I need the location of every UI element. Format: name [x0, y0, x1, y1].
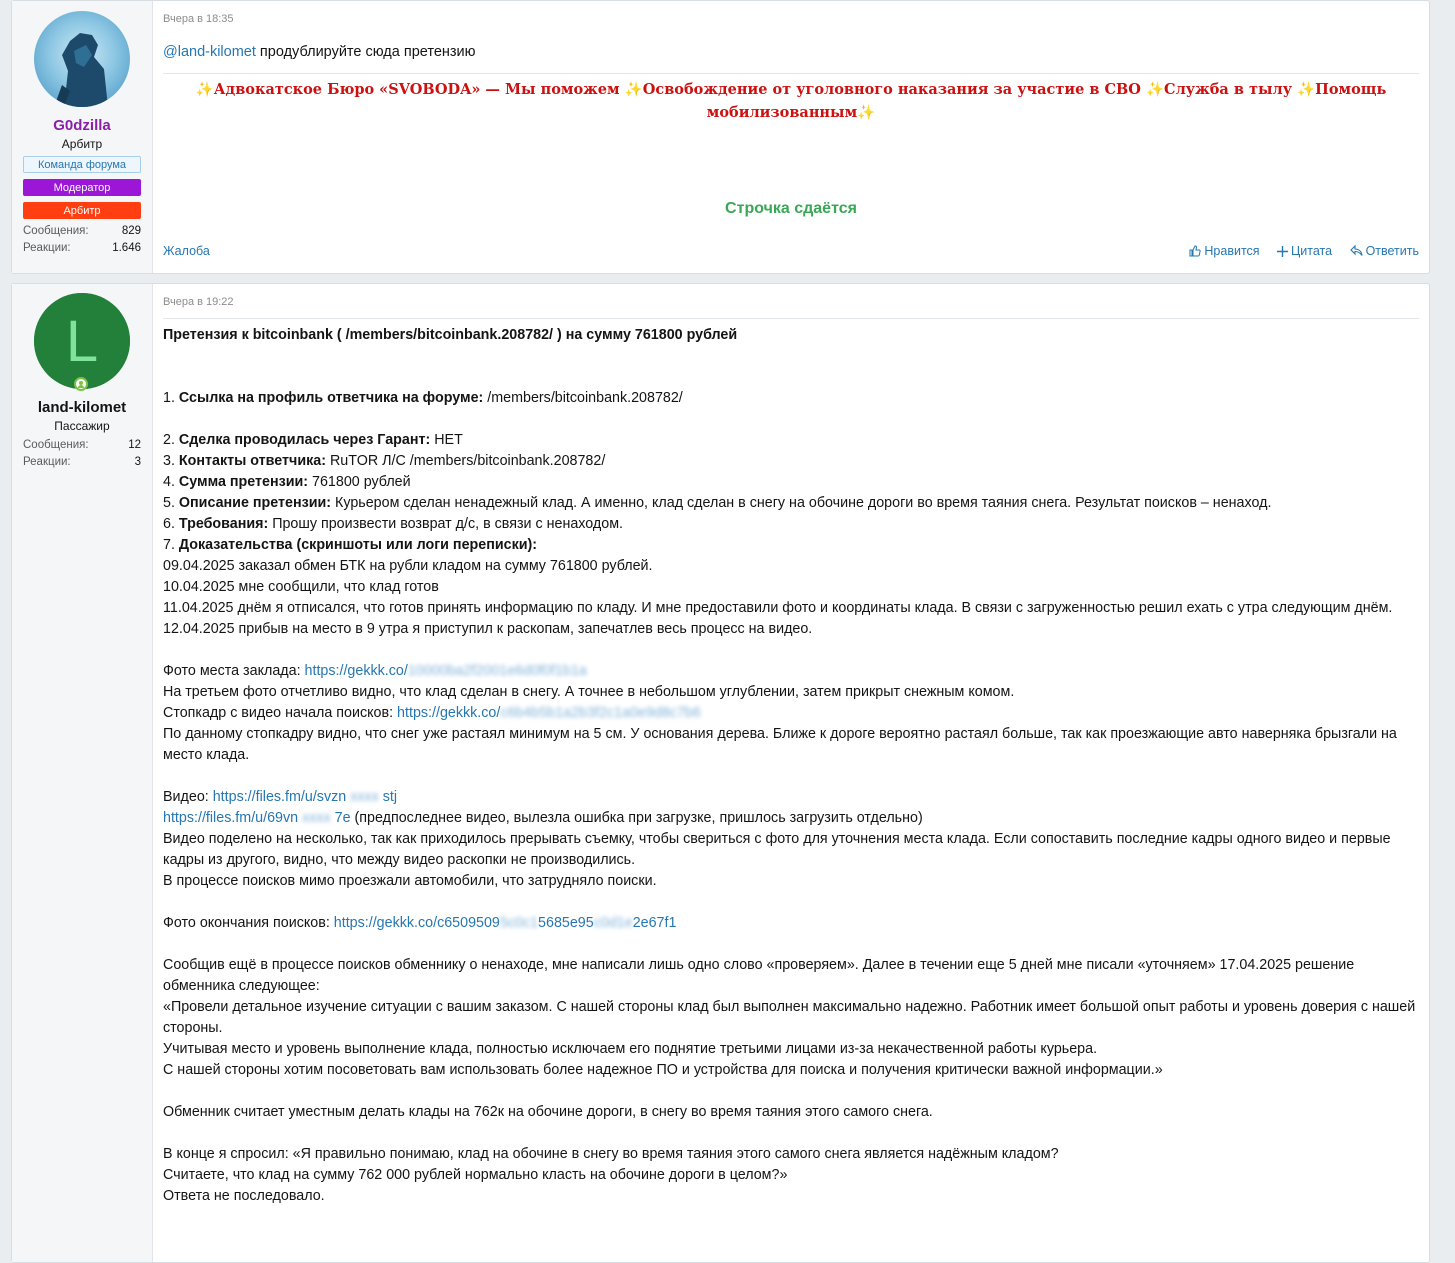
avatar[interactable]	[34, 293, 130, 389]
item-num: 7.	[163, 537, 179, 553]
link-visible: https://files.fm/u/69vn	[163, 810, 299, 826]
reply-button[interactable]	[1350, 244, 1419, 258]
banner-forum-team: Команда форума	[23, 156, 141, 173]
stat-label: Реакции:	[23, 242, 71, 254]
item-value: /members/bitcoinbank.208782/	[483, 390, 683, 406]
user-sidebar	[12, 1, 153, 273]
stopframe-link[interactable]	[397, 705, 701, 721]
link-blurred: 10000ba2f2001e6d0f0f1b1a	[407, 663, 587, 679]
timeline-line: 12.04.2025 прибыв на место в 9 утра я приступил к раскопам, запечатлев весь процесс на видео.	[163, 621, 813, 637]
photo-place-link[interactable]	[305, 663, 587, 679]
reply-label: Ответить	[1365, 244, 1419, 258]
stopframe-label: Стопкадр с видео начала поисков:	[163, 705, 398, 721]
timeline-line: 10.04.2025 мне сообщили, что клад готов	[163, 579, 439, 595]
link-visible: https://gekkk.co/	[397, 705, 501, 721]
photo-place-note: На третьем фото отчетливо видно, что клад сделан в снегу. А точнее в небольшом углублении, затем прикрыт снежным комом.	[163, 684, 1015, 700]
final-note: Ответа не последовало.	[163, 1188, 325, 1204]
user-mention[interactable]: @land-kilomet	[163, 44, 256, 60]
stat-reactions	[23, 242, 141, 254]
stat-value: 1.646	[112, 242, 141, 254]
exchanger-quote-3: С нашей стороны хотим посоветовать вам использовать более надежное ПО и устройства для поиска и получения критически важной информации.»	[163, 1062, 1163, 1078]
video-link-1[interactable]	[213, 789, 397, 805]
message-text: продублируйте сюда претензию	[255, 44, 476, 60]
reply-icon	[1350, 245, 1363, 257]
link-visible: https://gekkk.co/c6509509	[333, 915, 500, 931]
post-date[interactable]: Вчера в 18:35	[163, 13, 234, 25]
link-visible-end: 7e	[334, 810, 351, 826]
claim-item	[163, 388, 1419, 409]
username[interactable]: G0dzilla	[53, 117, 111, 134]
item-num: 2.	[163, 432, 179, 448]
user-sidebar	[12, 284, 153, 1262]
plus-icon	[1277, 246, 1288, 257]
stat-value: 829	[121, 225, 141, 237]
exchanger-quote-1: «Провели детальное изучение ситуации с вашим заказом. С нашей стороны клад был выполнен максимально надежно. Работник имеет большой опыт работы и уровень доверия с нашей стороны.	[163, 999, 1416, 1036]
video-label: Видео:	[163, 789, 213, 805]
link-blurred: c0d1e	[593, 915, 633, 931]
claim-title-text: Претензия к bitcoinbank ( /members/bitcoinbank.208782/ ) на сумму 761800 рублей	[163, 327, 738, 343]
claim-item	[163, 514, 1419, 535]
item-num: 6.	[163, 516, 179, 532]
stat-label: Сообщения:	[23, 439, 89, 451]
avatar-letter: L	[65, 309, 99, 374]
post-body	[163, 325, 1419, 1207]
item-num: 4.	[163, 474, 179, 490]
report-link[interactable]: Жалоба	[163, 244, 210, 258]
post-land-kilomet	[11, 283, 1430, 1263]
timeline-line: 11.04.2025 днём я отписался, что готов принять информацию по кладу. И мне предоставили фото и координаты клада. В связи с загруженностью решил ехать с утра следующим днём.	[163, 600, 1393, 616]
opinion-text: Обменник считает уместным делать клады на 762к на обочине дороги, в снегу во время таяния этого самого снега.	[163, 1104, 933, 1120]
sig-part: Адвокатское Бюро «SVOBODA» — Мы поможем	[213, 81, 620, 98]
post-footer	[163, 244, 1419, 258]
link-visible-end: 2e67f1	[632, 915, 677, 931]
sparkle-icon: ✨	[195, 81, 214, 98]
post-date[interactable]: Вчера в 19:22	[163, 296, 234, 308]
link-blurred: xxxx	[302, 810, 331, 826]
stat-reactions	[23, 456, 141, 468]
item-num: 5.	[163, 495, 179, 511]
stopframe-line	[163, 703, 1419, 724]
like-button[interactable]	[1189, 244, 1259, 258]
post-actions	[1175, 244, 1419, 258]
video-line-2	[163, 808, 1419, 829]
item-label: Ссылка на профиль ответчика на форуме:	[178, 390, 484, 406]
photo-place-label: Фото места заклада:	[163, 663, 305, 679]
claim-item	[163, 430, 1419, 451]
item-label: Сделка проводилась через Гарант:	[178, 432, 431, 448]
sparkle-icon: ✨	[1297, 81, 1316, 98]
item-value: Прошу произвести возврат д/с, в связи с ненаходом.	[268, 516, 624, 532]
banner-moderator: Модератор	[23, 179, 141, 196]
post-message	[163, 35, 1419, 74]
like-label: Нравится	[1204, 244, 1260, 258]
item-value: RuTOR Л/С /members/bitcoinbank.208782/	[326, 453, 606, 469]
final-question-2: Считаете, что клад на сумму 762 000 рублей нормально класть на обочине дороги в целом?»	[163, 1167, 788, 1183]
video-note-1: Видео поделено на несколько, так как приходилось прерывать съемку, чтобы свериться с фото для уточнения места клада. Если сопоставить последние кадры одного видео и первые кадры из другого, видно, что между видео раскопки не производились.	[163, 831, 1391, 868]
video-line	[163, 787, 1419, 808]
item-num: 1.	[163, 390, 179, 406]
stopframe-note: По данному стопкадру видно, что снег уже растаял минимум на 5 см. У основания дерева. Ближе к дороге вероятно растаял больше, так как проезжающие авто наверняка брызгали на место клада.	[163, 726, 1397, 763]
stat-messages	[23, 439, 141, 451]
sig-part: Освобождение от уголовного наказания за участие в СВО	[642, 81, 1141, 98]
sig-part: мобилизованным	[706, 104, 858, 121]
video-note-2: В процессе поисков мимо проезжали автомобили, что затрудняло поиски.	[163, 873, 657, 889]
claim-item	[163, 493, 1419, 514]
item-label: Сумма претензии:	[178, 474, 309, 490]
sparkle-icon: ✨	[1145, 81, 1165, 98]
link-blurred: 5c0c1	[499, 915, 539, 931]
item-label: Доказательства (скриншоты или логи переписки):	[178, 537, 538, 553]
avatar[interactable]	[34, 11, 130, 107]
claim-item	[163, 535, 1419, 556]
exchanger-quote-2: Учитывая место и уровень выполнение клада, полностью исключаем его поднятие третьими лицами из-за некачественной работы курьера.	[163, 1041, 1098, 1057]
item-label: Контакты ответчика:	[178, 453, 326, 469]
claim-item	[163, 472, 1419, 493]
item-value: 761800 рублей	[308, 474, 411, 490]
post-godzilla	[11, 0, 1430, 274]
link-visible-end: stj	[382, 789, 398, 805]
link-visible-mid: 5685e95	[538, 915, 594, 931]
video-link-2-note: (предпоследнее видео, вылезла ошибка при загрузке, пришлось загрузить отдельно)	[350, 810, 923, 826]
quote-button[interactable]	[1277, 244, 1332, 258]
sparkle-icon: ✨	[624, 81, 643, 98]
timeline-line: 09.04.2025 заказал обмен БТК на рубли кладом на сумму 761800 рублей.	[163, 558, 653, 574]
item-num: 3.	[163, 453, 179, 469]
item-label: Описание претензии:	[178, 495, 332, 511]
user-title: Арбитр	[61, 137, 103, 151]
claim-title	[163, 325, 1419, 346]
stat-label: Реакции:	[23, 456, 71, 468]
user-title: Пассажир	[54, 419, 110, 433]
photo-end-link[interactable]	[334, 915, 677, 931]
stat-label: Сообщения:	[23, 225, 89, 237]
claim-item	[163, 451, 1419, 472]
sig-part: Служба в тылу	[1164, 81, 1292, 98]
final-question-1: В конце я спросил: «Я правильно понимаю, клад на обочине в снегу во время таяния этого самого снега является надёжным кладом?	[163, 1146, 1059, 1162]
exchange-text: Сообщив ещё в процессе поисков обменнику о ненаходе, мне написали лишь одно слово «проверяем». Далее в течении еще 5 дней мне писали «уточняем» 17.04.2025 решение обменника следующее:	[163, 957, 1355, 994]
signature	[163, 78, 1419, 124]
photo-end-line	[163, 913, 1419, 934]
stat-value: 12	[128, 439, 141, 451]
photo-place-line	[163, 661, 1419, 682]
item-value: Курьером сделан ненадежный клад. А именно, клад сделан в снегу на обочине дороги во время таяния снега. Результат поисков – ненаход.	[331, 495, 1272, 511]
sig-part: Помощь	[1315, 81, 1387, 98]
link-blurred: c6b4b5b1a2b3f2c1a0e9d8c7b6	[500, 705, 701, 721]
link-blurred: xxxx	[350, 789, 379, 805]
video-link-2[interactable]	[163, 810, 351, 826]
sparkle-icon: ✨	[857, 104, 876, 121]
item-value: НЕТ	[430, 432, 463, 448]
item-label: Требования:	[178, 516, 269, 532]
quote-label: Цитата	[1291, 244, 1333, 258]
link-visible: https://gekkk.co/	[304, 663, 408, 679]
stat-value: 3	[134, 456, 141, 468]
online-status-icon	[74, 377, 88, 391]
stat-messages	[23, 225, 141, 237]
thumbs-up-icon	[1189, 245, 1201, 257]
photo-end-label: Фото окончания поисков:	[163, 915, 334, 931]
username[interactable]: land-kilomet	[37, 399, 127, 416]
signature-tagline: Строчка сдаётся	[725, 200, 857, 217]
link-visible: https://files.fm/u/svzn	[212, 789, 347, 805]
banner-arbiter: Арбитр	[23, 202, 141, 219]
header-divider	[163, 318, 1419, 319]
